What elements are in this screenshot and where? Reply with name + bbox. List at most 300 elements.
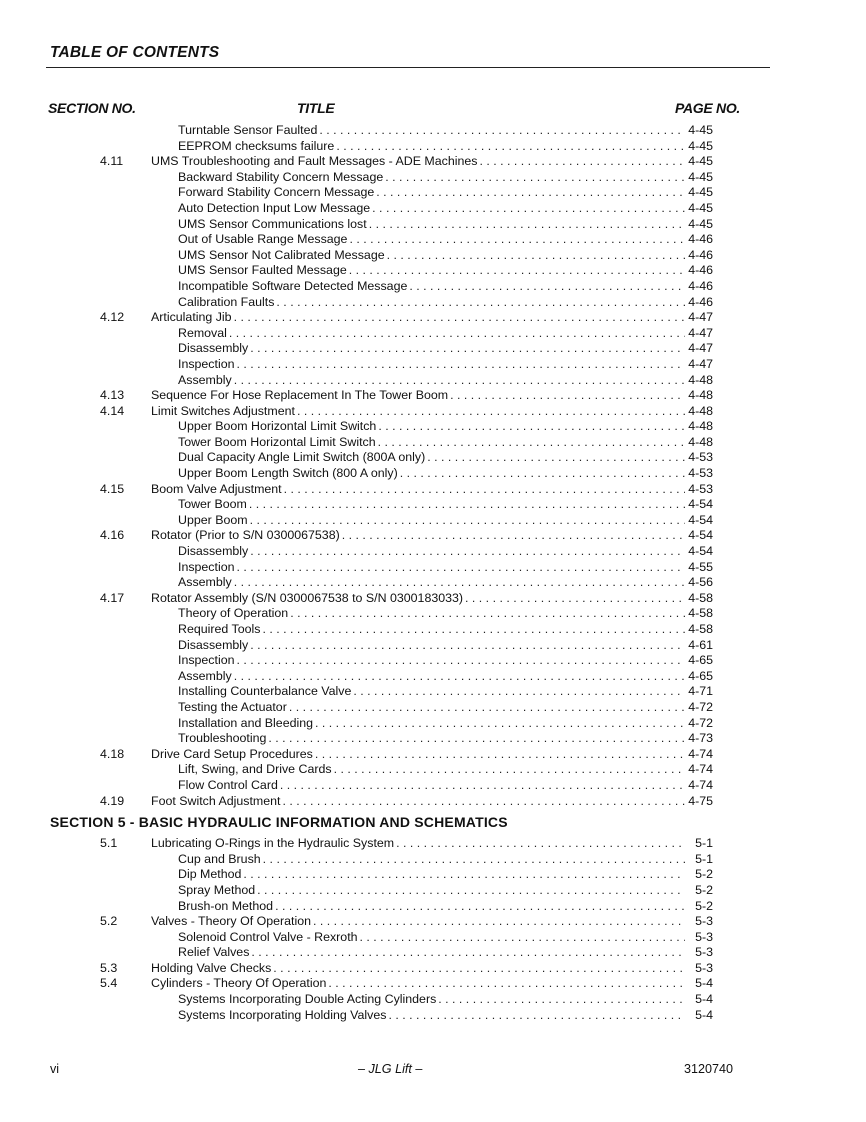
dot-leader [257, 883, 685, 899]
toc-entry-number: 4.16 [100, 528, 125, 543]
toc-entry-number: 4.14 [100, 403, 125, 418]
toc-entry-page: 4-58 [688, 622, 713, 636]
toc-entry-line[interactable] [151, 404, 713, 420]
toc-entry-title: Inspection [178, 653, 235, 668]
dot-leader [249, 497, 685, 513]
toc-subentry [0, 295, 866, 311]
toc-entry-page: 4-54 [688, 528, 713, 543]
toc-entry [0, 591, 866, 607]
toc-entry-page: 5-4 [695, 976, 713, 991]
toc-entry-page: 4-75 [688, 793, 713, 808]
toc-subentry [0, 945, 866, 961]
toc-entry-title: Auto Detection Input Low Message [178, 200, 371, 215]
toc-entry-page: 5-1 [695, 836, 713, 851]
toc-entry-line[interactable] [178, 341, 713, 357]
dot-leader [315, 716, 685, 732]
toc-subentry [0, 373, 866, 389]
toc-entry-line[interactable] [151, 154, 713, 170]
toc-entry-page: 4-74 [688, 746, 713, 761]
toc-entry-number: 4.19 [100, 793, 125, 808]
toc-entry [0, 388, 866, 404]
toc-subentry [0, 716, 866, 732]
footer-page-number: vi [50, 1062, 60, 1076]
dot-leader [387, 248, 685, 264]
toc-entry-page: 4-47 [688, 356, 713, 371]
toc-entry-title: Brush-on Method [178, 898, 274, 913]
toc-entry-title: UMS Troubleshooting and Fault Messages - ADE Machines [151, 154, 478, 169]
toc-subentry [0, 341, 866, 357]
dot-leader [385, 170, 685, 186]
title-divider [46, 67, 770, 68]
toc-entry [0, 747, 866, 763]
dot-leader [268, 731, 685, 747]
toc-entry-page: 4-46 [688, 294, 713, 309]
toc-entry-title: Inspection [178, 559, 235, 574]
dot-leader [289, 700, 685, 716]
toc-entry-page: 4-73 [688, 731, 713, 746]
dot-leader [250, 638, 685, 654]
toc-entry-title: UMS Sensor Not Calibrated Message [178, 247, 385, 262]
toc-entry-page: 4-58 [688, 606, 713, 621]
toc-entry-page: 5-3 [695, 929, 713, 944]
toc-entry-line[interactable] [151, 794, 713, 810]
toc-subentry [0, 466, 866, 482]
dot-leader [319, 123, 685, 139]
toc-entry-page: 4-46 [688, 263, 713, 278]
toc-entry-number: 4.15 [100, 481, 125, 496]
toc-entry-line[interactable] [151, 836, 713, 852]
toc-entry-line[interactable] [151, 591, 713, 607]
toc-entry-line[interactable] [178, 560, 713, 576]
toc-entry-number: 4.13 [100, 388, 125, 403]
toc-entry [0, 528, 866, 544]
toc-subentry [0, 232, 866, 248]
toc-entry-line[interactable] [178, 357, 713, 373]
toc-subentry [0, 867, 866, 883]
toc-entry-title: Solenoid Control Valve - Rexroth [178, 929, 358, 944]
toc-entry-title: Disassembly [178, 637, 249, 652]
toc-entry-page: 4-53 [688, 481, 713, 496]
toc-entry [0, 404, 866, 420]
toc-entry-title: Assembly [178, 372, 232, 387]
toc-subentry [0, 930, 866, 946]
toc-entry-page: 4-45 [688, 138, 713, 153]
toc-entry-line[interactable] [178, 232, 713, 248]
toc-entry-title: Troubleshooting [178, 731, 267, 746]
toc-entry-line[interactable] [151, 482, 713, 498]
toc-subentry [0, 263, 866, 279]
dot-leader [372, 201, 685, 217]
toc-entry-line[interactable] [151, 961, 713, 977]
toc-entry-title: Upper Boom Length Switch (800 A only) [178, 466, 398, 481]
toc-entry-line[interactable] [178, 778, 713, 794]
toc-entry-line[interactable] [178, 606, 713, 622]
dot-leader [409, 279, 685, 295]
dot-leader [234, 373, 685, 389]
toc-entry-title: Tower Boom [178, 497, 247, 512]
toc-entry-page: 4-53 [688, 466, 713, 481]
toc-entry-line[interactable] [178, 684, 713, 700]
toc-entry-title: Lubricating O-Rings in the Hydraulic System [151, 836, 395, 851]
toc-entry-page: 4-74 [688, 777, 713, 792]
toc-entry-title: Limit Switches Adjustment [151, 403, 295, 418]
dot-leader [376, 185, 685, 201]
toc-entry [0, 154, 866, 170]
toc-entry-line[interactable] [151, 528, 713, 544]
toc-subentry [0, 201, 866, 217]
toc-entry-title: Cup and Brush [178, 851, 261, 866]
footer-doc-number: 3120740 [684, 1062, 734, 1076]
dot-leader [236, 560, 685, 576]
toc-entry-line[interactable] [178, 716, 713, 732]
toc-entry [0, 482, 866, 498]
toc-entry-line[interactable] [178, 263, 713, 279]
toc-entry-page: 4-72 [688, 699, 713, 714]
dot-leader [276, 295, 685, 311]
toc-entry-page: 4-54 [688, 497, 713, 512]
toc-entry-title: Articulating Jib [151, 310, 232, 325]
dot-leader [250, 544, 685, 560]
page-title: TABLE OF CONTENTS [50, 44, 220, 61]
toc-entry-number: 4.12 [100, 310, 125, 325]
toc-entry-title: UMS Sensor Communications lost [178, 216, 367, 231]
toc-entry-title: Testing the Actuator [178, 699, 287, 714]
toc-entry-page: 5-2 [695, 882, 713, 897]
toc-entry [0, 914, 866, 930]
toc-subentry [0, 435, 866, 451]
toc-entry-page: 5-1 [695, 851, 713, 866]
toc-entry-title: Removal [178, 325, 227, 340]
toc-entry-page: 5-4 [695, 1007, 713, 1022]
dot-leader [234, 575, 685, 591]
dot-leader [450, 388, 685, 404]
dot-leader [349, 232, 685, 248]
toc-subentry [0, 653, 866, 669]
dot-leader [280, 778, 685, 794]
dot-leader [315, 747, 685, 763]
toc-subentry [0, 357, 866, 373]
toc-entry-line[interactable] [178, 731, 713, 747]
dot-leader [236, 357, 685, 373]
toc-entry-page: 4-65 [688, 668, 713, 683]
dot-leader [236, 653, 685, 669]
toc-entry-page: 4-56 [688, 575, 713, 590]
dot-leader [388, 1008, 685, 1024]
toc-entry-page: 4-58 [688, 590, 713, 605]
toc-entry-title: Lift, Swing, and Drive Cards [178, 762, 332, 777]
toc-entry-page: 4-71 [688, 684, 713, 699]
toc-entry-page: 4-55 [688, 559, 713, 574]
toc-subentry [0, 217, 866, 233]
toc-entry-title: Boom Valve Adjustment [151, 481, 282, 496]
dot-leader [427, 450, 685, 466]
toc-list [0, 123, 866, 1023]
toc-subentry [0, 638, 866, 654]
toc-entry-page: 5-3 [695, 960, 713, 975]
toc-entry-number: 5.2 [100, 914, 118, 929]
dot-leader [263, 852, 685, 868]
toc-entry-page: 5-2 [695, 867, 713, 882]
toc-entry-line[interactable] [178, 170, 713, 186]
toc-subentry [0, 684, 866, 700]
toc-entry-title: Holding Valve Checks [151, 960, 272, 975]
toc-entry-title: Incompatible Software Detected Message [178, 278, 408, 293]
toc-entry-title: Out of Usable Range Message [178, 232, 348, 247]
toc-entry-number: 5.4 [100, 976, 118, 991]
toc-entry-page: 4-48 [688, 419, 713, 434]
dot-leader [438, 992, 685, 1008]
toc-entry-title: Relief Valves [178, 945, 250, 960]
toc-entry-line[interactable] [151, 914, 713, 930]
toc-entry-page: 4-47 [688, 325, 713, 340]
toc-entry-title: Drive Card Setup Procedures [151, 746, 313, 761]
dot-leader [262, 622, 685, 638]
toc-entry-title: Installing Counterbalance Valve [178, 684, 352, 699]
dot-leader [360, 930, 685, 946]
toc-entry-page: 4-46 [688, 278, 713, 293]
toc-entry-line[interactable] [178, 638, 713, 654]
toc-entry-page: 4-53 [688, 450, 713, 465]
toc-entry-number: 5.3 [100, 960, 118, 975]
toc-entry-page: 4-47 [688, 341, 713, 356]
toc-entry-number: 4.18 [100, 746, 125, 761]
toc-entry-title: Turntable Sensor Faulted [178, 123, 318, 137]
toc-subentry [0, 778, 866, 794]
dot-leader [313, 914, 685, 930]
toc-entry-line[interactable] [178, 373, 713, 389]
toc-entry-line[interactable] [178, 435, 713, 451]
column-header-page: PAGE NO. [675, 100, 741, 116]
toc-entry-page: 4-46 [688, 247, 713, 262]
dot-leader [349, 263, 685, 279]
toc-entry-line[interactable] [151, 747, 713, 763]
column-header-section: SECTION NO. [48, 100, 136, 116]
toc-entry-title: Tower Boom Horizontal Limit Switch [178, 434, 376, 449]
toc-subentry [0, 123, 866, 139]
dot-leader [334, 762, 685, 778]
toc-entry [0, 794, 866, 810]
dot-leader [297, 404, 685, 420]
toc-entry-line[interactable] [178, 544, 713, 560]
toc-entry-title: Foot Switch Adjustment [151, 793, 281, 808]
toc-entry-line[interactable] [178, 201, 713, 217]
toc-entry-title: Assembly [178, 668, 232, 683]
toc-entry-title: Theory of Operation [178, 606, 289, 621]
toc-entry-page: 4-45 [688, 123, 713, 137]
toc-entry-page: 4-46 [688, 232, 713, 247]
toc-subentry [0, 575, 866, 591]
dot-leader [290, 606, 685, 622]
dot-leader [328, 976, 685, 992]
toc-subentry [0, 1008, 866, 1024]
toc-entry-title: Valves - Theory Of Operation [151, 914, 312, 929]
dot-leader [369, 217, 685, 233]
toc-subentry [0, 852, 866, 868]
toc-entry-title: Upper Boom Horizontal Limit Switch [178, 419, 377, 434]
toc-entry-title: Rotator Assembly (S/N 0300067538 to S/N 0300183033) [151, 590, 464, 605]
dot-leader [243, 867, 685, 883]
dot-leader [250, 513, 685, 529]
toc-entry-line[interactable] [178, 248, 713, 264]
toc-subentry [0, 606, 866, 622]
toc-entry-page: 4-45 [688, 216, 713, 231]
toc-subentry [0, 279, 866, 295]
toc-entry-line[interactable] [178, 123, 713, 139]
toc-entry-line[interactable] [178, 700, 713, 716]
toc-entry-page: 5-3 [695, 914, 713, 929]
toc-entry-line[interactable] [178, 945, 713, 961]
toc-entry-title: Disassembly [178, 544, 249, 559]
toc-entry-page: 4-48 [688, 388, 713, 403]
toc-entry-page: 5-3 [695, 945, 713, 960]
toc-entry-line[interactable] [178, 279, 713, 295]
toc-subentry [0, 544, 866, 560]
dot-leader [342, 528, 685, 544]
dot-leader [378, 419, 685, 435]
toc-entry-line[interactable] [178, 1008, 713, 1024]
toc-entry-number: 5.1 [100, 836, 118, 851]
toc-subentry [0, 139, 866, 155]
toc-entry-title: Forward Stability Concern Message [178, 185, 375, 200]
toc-entry-page: 4-45 [688, 185, 713, 200]
toc-entry-title: Sequence For Hose Replacement In The Tower Boom [151, 388, 449, 403]
toc-entry-title: Flow Control Card [178, 777, 278, 792]
toc-entry-page: 4-54 [688, 512, 713, 527]
toc-entry-number: 4.11 [100, 154, 124, 169]
toc-entry-line[interactable] [178, 575, 713, 591]
toc-entry-line[interactable] [178, 669, 713, 685]
toc-entry-line[interactable] [178, 653, 713, 669]
toc-subentry [0, 248, 866, 264]
dot-leader [336, 139, 685, 155]
toc-subentry [0, 185, 866, 201]
dot-leader [353, 684, 685, 700]
dot-leader [234, 310, 685, 326]
toc-entry-line[interactable] [178, 899, 713, 915]
toc-entry-title: UMS Sensor Faulted Message [178, 263, 347, 278]
dot-leader [251, 945, 685, 961]
toc-entry-page: 4-65 [688, 653, 713, 668]
toc-entry [0, 976, 866, 992]
toc-entry-title: EEPROM checksums failure [178, 138, 335, 153]
toc-entry-title: Upper Boom [178, 512, 248, 527]
toc-entry-page: 4-48 [688, 372, 713, 387]
toc-entry [0, 836, 866, 852]
toc-entry-line[interactable] [151, 310, 713, 326]
toc-subentry [0, 419, 866, 435]
dot-leader [400, 466, 685, 482]
toc-subentry [0, 326, 866, 342]
dot-leader [234, 669, 685, 685]
toc-entry-title: Dual Capacity Angle Limit Switch (800A only) [178, 450, 426, 465]
toc-entry [0, 310, 866, 326]
toc-subentry [0, 622, 866, 638]
dot-leader [273, 961, 685, 977]
toc-entry-line[interactable] [178, 326, 713, 342]
toc-subentry [0, 560, 866, 576]
dot-leader [250, 341, 685, 357]
dot-leader [284, 482, 685, 498]
toc-entry-title: Assembly [178, 575, 232, 590]
toc-entry-title: Cylinders - Theory Of Operation [151, 976, 327, 991]
toc-entry-title: Backward Stability Concern Message [178, 169, 384, 184]
toc-entry [0, 961, 866, 977]
toc-subentry [0, 899, 866, 915]
toc-entry-title: Installation and Bleeding [178, 715, 314, 730]
toc-entry-page: 5-2 [695, 898, 713, 913]
toc-entry-line[interactable] [178, 139, 713, 155]
toc-section-heading-label: SECTION 5 - BASIC HYDRAULIC INFORMATION AND SCHEMATICS [50, 814, 508, 831]
toc-entry-line[interactable] [178, 217, 713, 233]
toc-entry-page: 4-48 [688, 403, 713, 418]
dot-leader [275, 899, 685, 915]
toc-entry-line[interactable] [178, 852, 713, 868]
toc-entry-page: 4-45 [688, 154, 713, 169]
toc-entry-line[interactable] [151, 388, 713, 404]
toc-entry-title: Spray Method [178, 882, 256, 897]
toc-entry-page: 4-74 [688, 762, 713, 777]
toc-entry-number: 4.17 [100, 590, 125, 605]
toc-entry-page: 5-4 [695, 992, 713, 1007]
toc-subentry [0, 700, 866, 716]
toc-entry-title: Disassembly [178, 341, 249, 356]
toc-entry-page: 4-47 [688, 310, 713, 325]
toc-subentry [0, 513, 866, 529]
toc-entry-title: Rotator (Prior to S/N 0300067538) [151, 528, 340, 543]
toc-subentry [0, 170, 866, 186]
toc-entry-line[interactable] [178, 867, 713, 883]
toc-entry-line[interactable] [178, 513, 713, 529]
toc-entry-page: 4-54 [688, 544, 713, 559]
toc-entry-title: Dip Method [178, 867, 242, 882]
toc-entry-line[interactable] [178, 622, 713, 638]
dot-leader [229, 326, 685, 342]
toc-entry-page: 4-61 [688, 637, 713, 652]
column-header-title: TITLE [297, 100, 335, 116]
toc-entry-line[interactable] [151, 976, 713, 992]
toc-entry-line[interactable] [178, 930, 713, 946]
toc-entry-line[interactable] [178, 450, 713, 466]
toc-entry-title: Systems Incorporating Double Acting Cylinders [178, 992, 437, 1007]
toc-entry-title: Inspection [178, 356, 235, 371]
dot-leader [396, 836, 685, 852]
toc-entry-line[interactable] [178, 419, 713, 435]
toc-entry-title: Systems Incorporating Holding Valves [178, 1007, 387, 1022]
toc-subentry [0, 450, 866, 466]
toc-entry-page: 4-72 [688, 715, 713, 730]
toc-entry-line[interactable] [178, 762, 713, 778]
toc-entry-line[interactable] [178, 295, 713, 311]
toc-entry-title: Calibration Faults [178, 294, 275, 309]
dot-leader [378, 435, 685, 451]
toc-entry-line[interactable] [178, 992, 713, 1008]
toc-entry-title: Required Tools [178, 622, 261, 636]
toc-subentry [0, 762, 866, 778]
toc-subentry [0, 669, 866, 685]
toc-entry-line[interactable] [178, 185, 713, 201]
toc-entry-line[interactable] [178, 497, 713, 513]
toc-entry-page: 4-45 [688, 169, 713, 184]
dot-leader [479, 154, 685, 170]
toc-subentry [0, 731, 866, 747]
toc-entry-line[interactable] [178, 883, 713, 899]
dot-leader [465, 591, 685, 607]
toc-subentry [0, 883, 866, 899]
toc-subentry [0, 497, 866, 513]
footer-brand: – JLG Lift – [358, 1062, 423, 1076]
toc-entry-line[interactable] [178, 466, 713, 482]
dot-leader [282, 794, 685, 810]
